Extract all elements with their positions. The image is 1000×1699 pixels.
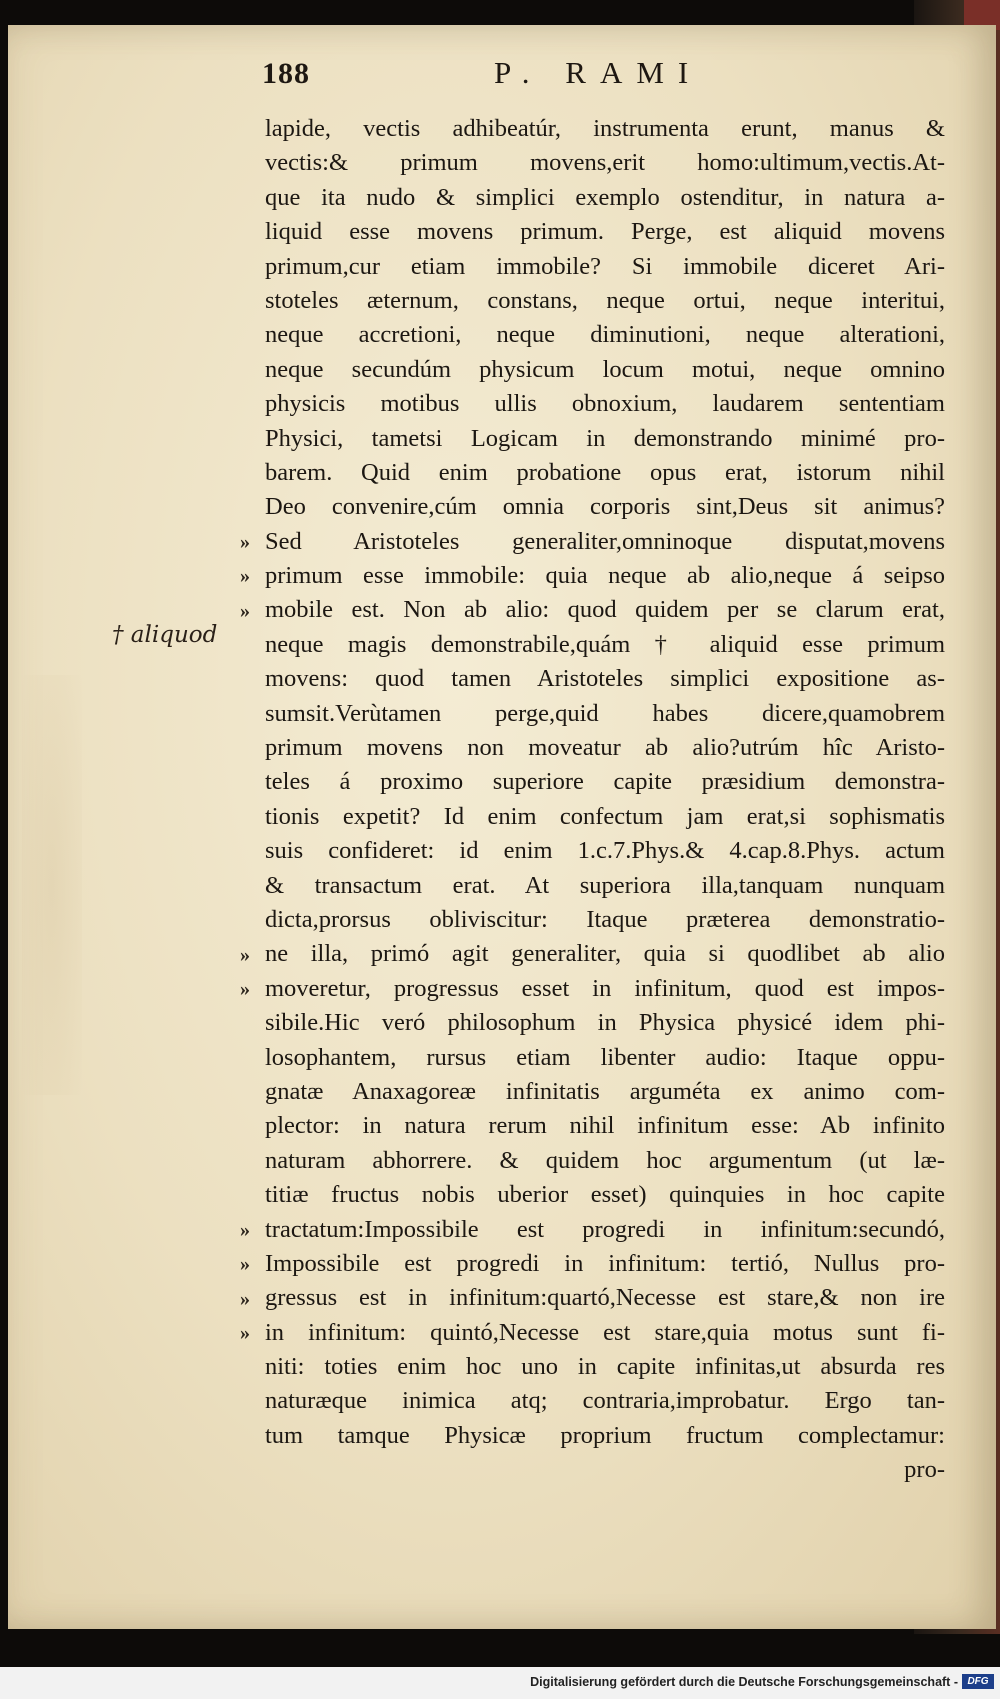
- text-line: mobile est. Non ab alio: quod quidem per se clarum erat,: [265, 596, 945, 624]
- text-line: primum,cur etiam immobile? Si immobile diceret Ari-: [265, 252, 945, 280]
- text-line: neque magis demonstrabile,quám † aliquid esse primum: [265, 630, 945, 658]
- dfg-logo: DFG: [962, 1674, 994, 1689]
- text-line: moveretur, progressus esset in infinitum, quod est impos-: [265, 974, 945, 1002]
- text-line: ne illa, primó agit generaliter, quia si quodlibet ab alio: [265, 940, 945, 968]
- page-number: 188: [262, 57, 310, 90]
- text-line: pro-: [904, 1456, 945, 1484]
- text-line: primum movens non moveatur ab alio?utrúm hîc Aristo-: [265, 734, 945, 762]
- quote-mark: »: [240, 530, 250, 553]
- text-line: lapide, vectis adhibeatúr, instrumenta erunt, manus &: [265, 115, 945, 142]
- text-line: movens: quod tamen Aristoteles simplici expositione as-: [265, 665, 945, 693]
- text-line: niti: toties enim hoc uno in capite infinitas,ut absurda res: [265, 1353, 945, 1381]
- body-text: [265, 112, 945, 1488]
- text-line: naturæque inimica atq; contraria,improbatur. Ergo tan-: [265, 1387, 945, 1415]
- quote-mark: »: [240, 1253, 250, 1276]
- text-line: vectis:& primum movens,erit homo:ultimum,vectis.At-: [265, 149, 945, 177]
- text-line: sibile.Hic veró philosophum in Physica physicé idem phi-: [265, 1009, 945, 1037]
- text-line: titiæ fructus nobis uberior esset) quinquies in hoc capite: [265, 1181, 945, 1209]
- text-line: in infinitum: quintó,Necesse est stare,quia motus sunt fi-: [265, 1318, 945, 1346]
- text-line: suis confideret: id enim 1.c.7.Phys.& 4.cap.8.Phys. actum: [265, 837, 945, 865]
- running-head: P. RAMI: [494, 55, 703, 90]
- page-stain: [22, 675, 82, 1095]
- page-header: [262, 55, 942, 101]
- quote-mark: »: [240, 599, 250, 622]
- text-line: que ita nudo & simplici exemplo ostenditur, in natura a-: [265, 183, 945, 211]
- text-line: Physici, tametsi Logicam in demonstrando minimé pro-: [265, 424, 945, 452]
- text-line: gnatæ Anaxagoreæ infinitatis arguméta ex animo com-: [265, 1077, 945, 1105]
- text-line: plector: in natura rerum nihil infinitum esse: Ab infinito: [265, 1112, 945, 1140]
- text-line: tionis expetit? Id enim confectum jam erat,si sophismatis: [265, 802, 945, 830]
- quote-mark: »: [240, 943, 250, 966]
- quote-mark: »: [240, 1218, 250, 1241]
- quote-mark: »: [240, 1322, 250, 1344]
- text-line: Impossibile est progredi in infinitum: tertió, Nullus pro-: [265, 1249, 945, 1277]
- text-line: primum esse immobile: quia neque ab alio,neque á seipso: [265, 562, 945, 590]
- text-line: tractatum:Impossibile est progredi in infinitum:secundó,: [265, 1215, 945, 1243]
- footer-credit: Digitalisierung gefördert durch die Deutsche Forschungsgemeinschaft -: [530, 1675, 958, 1689]
- margin-note: † aliquod: [112, 622, 218, 648]
- quote-mark: »: [240, 565, 250, 588]
- text-line: tum tamque Physicæ proprium fructum complectamur:: [265, 1421, 945, 1449]
- quote-mark: »: [240, 1287, 250, 1310]
- text-line: dicta,prorsus obliviscitur: Itaque præterea demonstratio-: [265, 905, 945, 933]
- text-line: gressus est in infinitum:quartó,Necesse est stare,& non ire: [265, 1284, 945, 1312]
- text-line: losophantem, rursus etiam libenter audio: Itaque oppu-: [265, 1043, 945, 1071]
- text-line: liquid esse movens primum. Perge, est aliquid movens: [265, 218, 945, 246]
- text-line: teles á proximo superiore capite præsidium demonstra-: [265, 768, 945, 796]
- text-line: physicis motibus ullis obnoxium, laudarem sententiam: [265, 390, 945, 418]
- text-line: neque secundúm physicum locum motui, neque omnino: [265, 355, 945, 383]
- text-line: sumsit.Verùtamen perge,quid habes dicere,quamobrem: [265, 699, 945, 727]
- text-line: & transactum erat. At superiora illa,tanquam nunquam: [265, 871, 945, 899]
- text-line: neque accretioni, neque diminutioni, neque alterationi,: [265, 321, 945, 349]
- text-line: barem. Quid enim probatione opus erat, istorum nihil: [265, 458, 945, 486]
- text-line: Deo convenire,cúm omnia corporis sint,Deus sit animus?: [265, 493, 945, 521]
- text-line: naturam abhorrere. & quidem hoc argumentum (ut læ-: [265, 1146, 945, 1174]
- quote-mark: »: [240, 978, 250, 1000]
- footer-bar: [0, 1667, 1000, 1699]
- text-line: Sed Aristoteles generaliter,omninoque disputat,movens: [265, 527, 945, 555]
- text-line: stoteles æternum, constans, neque ortui, neque interitui,: [265, 286, 945, 314]
